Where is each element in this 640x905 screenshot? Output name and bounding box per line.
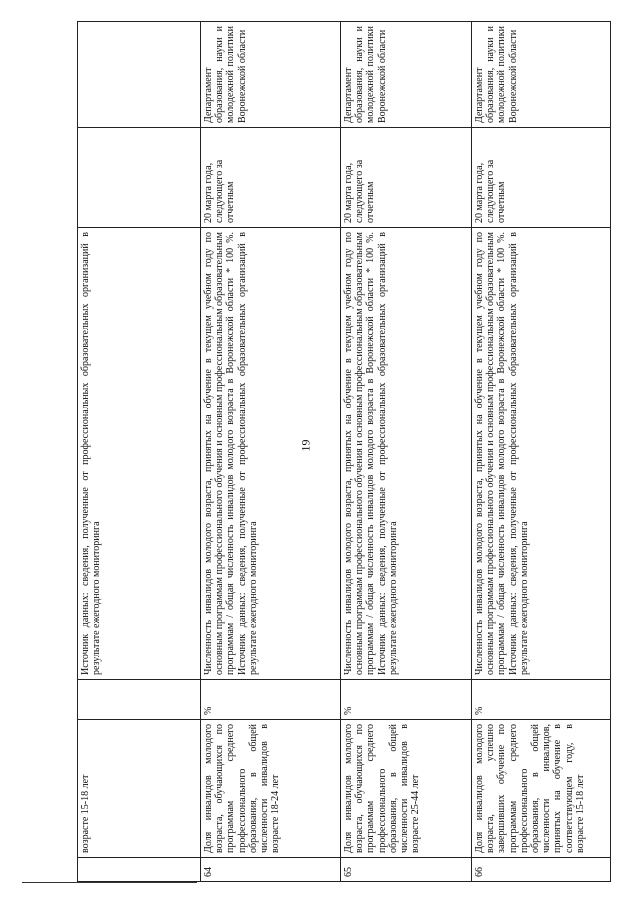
bottom-rule xyxy=(22,882,197,883)
cell-method: Численность инвалидов молодого возраста, принятых на обучение в текущем учебном году по основным программам профессионального обучения и основным профессиональным образовательным программам / общая численность инвалидов молодого возраста в Воронежской области * 100 %. Источник данных: сведения, полученные от профессиональных образовательных организаций в результате ежегодного мониторинга xyxy=(472,228,611,680)
cell-unit xyxy=(78,680,201,720)
cell-responsible: Департамент образования, науки и молодежной политики Воронежской области xyxy=(201,22,341,128)
cell-unit: % xyxy=(472,680,611,720)
cell-unit: % xyxy=(341,680,472,720)
cell-method: Численность инвалидов молодого возраста, принятых на обучение в текущем учебном году по основным программам профессионального обучения и основным профессиональным образовательным программам / общая численность инвалидов молодого возраста в Воронежской области * 100 %. Источник данных: сведения, полученные от профессиональных образовательных организаций в результате ежегодного мониторинга xyxy=(201,228,341,680)
table-row xyxy=(472,22,611,882)
cell-unit: % xyxy=(201,680,341,720)
cell-num: 64 xyxy=(201,858,341,882)
cell-name: Доля инвалидов молодого возраста, успешно завершивших обучение по программам среднего профессионального образования, в общей численности инвалидов, принятых на обучение в соответствующем году, в возрасте 15-18 лет xyxy=(472,720,611,858)
table-row xyxy=(341,22,472,882)
cell-num: 66 xyxy=(472,858,611,882)
cell-date: 20 марта года, следующего за отчетным xyxy=(201,128,341,228)
cell-date: 20 марта года, следующего за отчетным xyxy=(472,128,611,228)
cell-date: 20 марта года, следующего за отчетным xyxy=(341,128,472,228)
cell-responsible: Департамент образования, науки и молодежной политики Воронежской области xyxy=(472,22,611,128)
indicator-table xyxy=(77,21,611,882)
cell-name: Доля инвалидов молодого возраста, обучающихся по программам среднего профессионального образования, в общей численности инвалидов в возрасте 18-24 лет xyxy=(201,720,341,858)
cell-method: Численность инвалидов молодого возраста, принятых на обучение в текущем учебном году по основным программам профессионального обучения и основным профессиональным образовательным программам / общая численность инвалидов молодого возраста в Воронежской области * 100 %. Источник данных: сведения, полученные от профессиональных образовательных организаций в результате ежегодного мониторинга xyxy=(341,228,472,680)
cell-name: возрасте 15-18 лет xyxy=(78,720,201,858)
cell-name: Доля инвалидов молодого возраста, обучающихся по программам среднего профессионального образования, в общей численности инвалидов в возрасте 25-44 лет xyxy=(341,720,472,858)
cell-responsible xyxy=(78,22,201,128)
cell-num xyxy=(78,858,201,882)
rotated-table-wrapper xyxy=(77,22,610,882)
table-row xyxy=(201,22,341,882)
cell-date xyxy=(78,128,201,228)
page-number: 19 xyxy=(298,439,313,452)
cell-num: 65 xyxy=(341,858,472,882)
table-row-continuation xyxy=(78,22,201,882)
cell-responsible: Департамент образования, науки и молодежной политики Воронежской области xyxy=(341,22,472,128)
cell-method: Источник данных: сведения, полученные от профессиональных образовательных организаций в результате ежегодного мониторинга xyxy=(78,228,201,680)
